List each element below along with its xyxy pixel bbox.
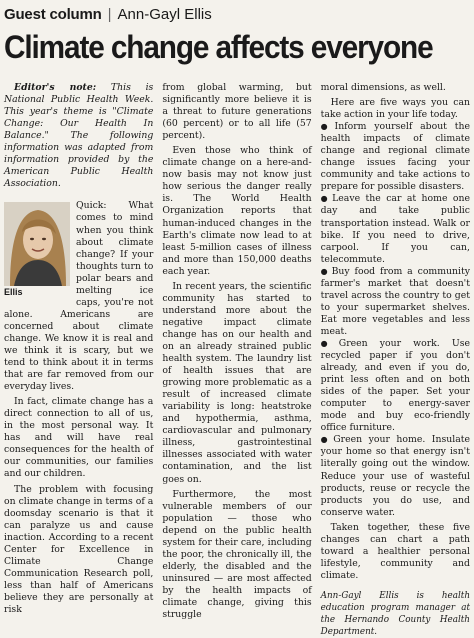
editors-note-lead: Editor's note:	[14, 82, 97, 93]
tip-text: Buy food from a community farmer's market that doesn't travel across the country to get to your supermarket shelves. Eat more vegetables and less meat.	[320, 265, 470, 337]
rubric-separator: |	[107, 6, 112, 23]
body-paragraph: In recent years, the scientific community has started to understand more about the negative impact climate change has on our health and on an already strained public health system. The laundry list of health issues that are growing more problematic as a result of increased climate variability is long: heatstroke and hypothermia, asthma, cardiovascular and pulmonary illness, gastrointestinal illnesses associated with water contamination, and the list goes on.	[162, 280, 312, 485]
tip-text: Leave the car at home one day and take public transportation instead. Walk or bike. If you need to drive, carpool. If you can, telecommute.	[320, 193, 470, 265]
bullet-icon: ●	[320, 194, 331, 204]
tip-item	[321, 434, 470, 518]
body-paragraph: moral dimensions, as well.	[320, 82, 446, 93]
author-photo-block	[4, 202, 70, 298]
body-paragraph: In fact, climate change has a direct connection to all of us, in the most personal way. It has and will have real consequences for the health of our communities, our families and our children.	[4, 396, 154, 480]
body-paragraph: Here are five ways you can take action in your life today.	[320, 97, 470, 121]
column-3	[320, 82, 470, 638]
editors-note	[4, 82, 153, 190]
article-body	[4, 82, 470, 638]
body-paragraph: from global warming, but significantly more believe it is a threat to future generations (60 percent) or to all life (57 percent).	[162, 82, 312, 142]
newspaper-clipping	[4, 4, 470, 638]
bullet-icon: ●	[320, 122, 333, 132]
tip-text: Inform yourself about the health impacts of climate change and regional climate change issues facing your community and take actions to prepare for possible disasters.	[320, 121, 470, 193]
body-paragraph: Taken together, these five changes can chart a path toward a healthier personal lifestyle, community and climate.	[320, 521, 470, 581]
tip-text: Green your home. Insulate your home so that energy isn't literally going out the window. Reduce your use of wasteful products, reuse or recycle the products you do use, and conserve water.	[320, 434, 470, 518]
body-paragraph: The problem with focusing on climate change in terms of a doomsday scenario is that it can paralyze us and cause inaction. According to a recent Center for Excellence in Climate Change Communication Research poll, less than half of Americans believe they are personally at risk	[4, 483, 154, 615]
column-1	[4, 82, 153, 618]
column-rubric	[4, 4, 470, 26]
column-2	[162, 82, 312, 621]
bullet-icon: ●	[320, 338, 337, 348]
body-paragraph: Quick: What comes to mind when you think about climate change? If your thoughts turn to polar bears and melting ice caps, you're not alone. Americans are concerned about climate change. We know it is real and we think it is scary, but we tend to think about it in terms that are far removed from our everyday lives.	[4, 200, 154, 393]
author-bio: Ann-Gayl Ellis is health education program manager at the Hernando County Health Department.	[320, 590, 470, 638]
tip-item	[321, 121, 470, 193]
bullet-icon: ●	[320, 266, 330, 276]
body-paragraph: Even those who think of climate change on a here-and-now basis may not know just how serious the danger really is. The World Health Organization reports that human-induced changes in the Earth's climate now lead to at least 5-million cases of illness and more than 150,000 deaths each year.	[162, 145, 312, 277]
rubric-kind: Guest column	[4, 6, 102, 23]
author-photo	[4, 202, 70, 286]
photo-caption: Ellis	[4, 287, 23, 298]
headline: Climate change affects everyone	[4, 29, 433, 65]
tip-item	[321, 193, 470, 265]
tip-text: Green your work. Use recycled paper if you don't already, and even if you do, print less often and on both sides of the paper. Set your computer to energy-saver mode and buy eco-friendly office furniture.	[320, 337, 470, 434]
bullet-icon: ●	[320, 435, 332, 445]
rubric-author: Ann-Gayl Ellis	[117, 6, 212, 23]
tip-item	[321, 266, 470, 338]
editors-note-text: This is National Public Health Week. This year's theme is "Climate Change: Our Health In Balance." The following information was adapted from information provided by the American Public Health Association.	[4, 82, 154, 190]
body-paragraph: Furthermore, the most vulnerable members of our population — those who depend on the public health system for their care, including the poor, the chronically ill, the elderly, the disabled and the uninsured — are most affected by the health impacts of climate change, giving this struggle	[162, 488, 312, 621]
tip-item	[321, 338, 470, 434]
